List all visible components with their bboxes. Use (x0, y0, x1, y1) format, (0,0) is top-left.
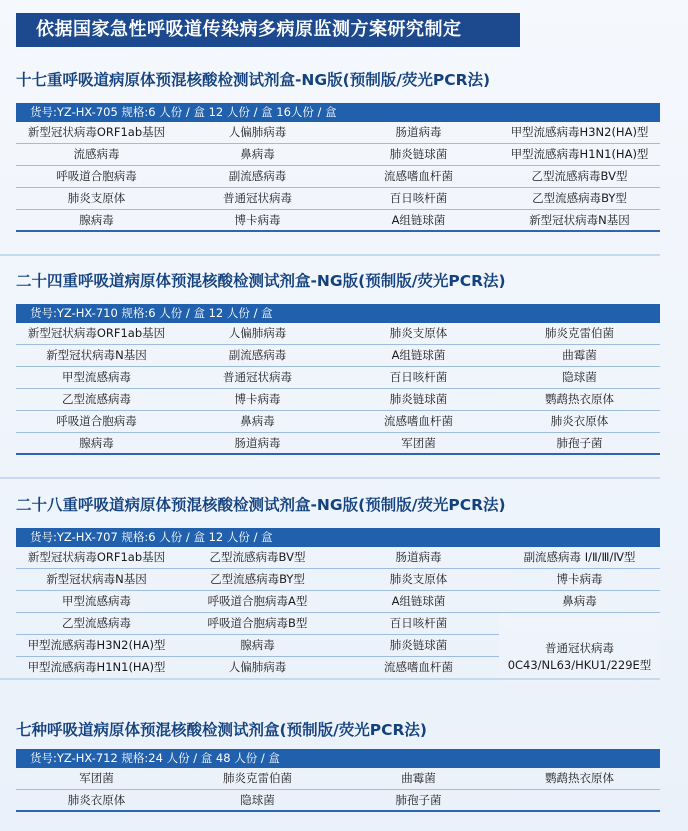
table-cell: 流感病毒 (73, 147, 120, 161)
merged-line: 0C43/NL63/HKU1/229E型 (507, 658, 652, 672)
table-row (16, 547, 660, 569)
table-cell: 甲型流感病毒H3N2(HA)型 (510, 125, 649, 139)
section-divider (0, 254, 660, 256)
table-cell: 乙型流感病毒BY型 (532, 191, 627, 205)
table-cell: 肠道病毒 (395, 550, 442, 564)
table-row (16, 166, 660, 188)
section-title: 七种呼吸道病原体预混核酸检测试剂盒(预制版/荧光PCR法) (16, 721, 428, 739)
table-cell: 曲霉菌 (562, 348, 597, 362)
merged-cell-common-coronavirus (499, 613, 660, 701)
section-title: 二十八重呼吸道病原体预混核酸检测试剂盒-NG版(预制版/荧光PCR法) (16, 496, 506, 514)
table-cell: 隐球菌 (240, 793, 275, 807)
table-cell: 新型冠状病毒N基因 (46, 572, 147, 586)
table-cell: 博卡病毒 (234, 392, 281, 406)
pathogen-table (16, 547, 660, 679)
product-info-bar: 货号:YZ-HX-707 规格:6 人份 / 盒 12 人份 / 盒 (16, 528, 660, 547)
table-cell: 百日咳杆菌 (389, 370, 448, 384)
pathogen-table (16, 768, 660, 812)
table-cell: A组链球菌 (391, 594, 446, 608)
section-divider (0, 678, 660, 680)
table-row (16, 569, 660, 591)
table-row (16, 367, 660, 389)
pathogen-table (16, 122, 660, 232)
section-7-plex (16, 717, 660, 812)
section-28-plex (16, 492, 660, 679)
table-row (16, 433, 660, 455)
table-row (16, 790, 660, 812)
section-title: 二十四重呼吸道病原体预混核酸检测试剂盒-NG版(预制版/荧光PCR法) (16, 272, 506, 290)
table-row (16, 144, 660, 166)
table-cell: 流感嗜血杆菌 (384, 169, 453, 183)
table-cell: 呼吸道合胞病毒 (56, 414, 137, 428)
table-cell: 隐球菌 (562, 370, 597, 384)
table-row (16, 210, 660, 232)
table-cell: 军团菌 (401, 436, 436, 450)
section-17-plex (16, 67, 660, 232)
table-cell: 人偏肺病毒 (228, 326, 287, 340)
table-cell: 肺炎衣原体 (550, 414, 609, 428)
table-cell: 乙型流感病毒BV型 (531, 169, 628, 183)
table-row (16, 591, 660, 613)
table-cell: A组链球菌 (391, 213, 446, 227)
table-cell: 新型冠状病毒ORF1ab基因 (27, 550, 166, 564)
table-cell: 新型冠状病毒ORF1ab基因 (27, 125, 166, 139)
table-cell: 乙型流感病毒 (62, 616, 131, 630)
table-cell: 肺炎克雷伯菌 (545, 326, 614, 340)
table-cell: 肠道病毒 (234, 436, 281, 450)
table-cell: 普通冠状病毒 (223, 370, 292, 384)
table-cell: 肺炎链球菌 (389, 392, 448, 406)
product-info-bar: 货号:YZ-HX-710 规格:6 人份 / 盒 12 人份 / 盒 (16, 304, 660, 323)
table-cell: 副流感病毒 (228, 169, 287, 183)
table-cell: 呼吸道合胞病毒 (56, 169, 137, 183)
table-cell: 流感嗜血杆菌 (384, 660, 453, 674)
table-row (16, 345, 660, 367)
product-info-bar: 货号:YZ-HX-705 规格:6 人份 / 盒 12 人份 / 盒 16人份 / 盒 (16, 103, 660, 122)
section-24-plex (16, 268, 660, 455)
table-cell: 博卡病毒 (556, 572, 603, 586)
section-divider (0, 477, 660, 479)
table-cell: 肺炎支原体 (389, 326, 448, 340)
table-cell: 肺炎支原体 (389, 572, 448, 586)
table-cell: 乙型流感病毒BV型 (209, 550, 306, 564)
table-cell: 甲型流感病毒H1N1(HA)型 (27, 660, 166, 674)
table-cell: 肺炎支原体 (67, 191, 126, 205)
table-cell: 人偏肺病毒 (228, 660, 287, 674)
table-cell: 人偏肺病毒 (228, 125, 287, 139)
table-cell: 百日咳杆菌 (389, 191, 448, 205)
table-cell: A组链球菌 (391, 348, 446, 362)
table-cell: 甲型流感病毒H1N1(HA)型 (510, 147, 649, 161)
table-cell: 博卡病毒 (234, 213, 281, 227)
merged-line: 普通冠状病毒 (545, 641, 614, 655)
section-title: 十七重呼吸道病原体预混核酸检测试剂盒-NG版(预制版/荧光PCR法) (16, 71, 491, 89)
table-cell: 腺病毒 (240, 638, 275, 652)
table-cell: 曲霉菌 (401, 771, 436, 785)
table-row (16, 389, 660, 411)
table-cell: 肠道病毒 (395, 125, 442, 139)
table-row (16, 188, 660, 210)
pathogen-table (16, 323, 660, 455)
table-cell: 甲型流感病毒H3N2(HA)型 (27, 638, 166, 652)
table-cell: 腺病毒 (79, 436, 114, 450)
table-cell: 鹦鹉热衣原体 (545, 771, 614, 785)
table-cell: 百日咳杆菌 (389, 616, 448, 630)
table-cell: 乙型流感病毒BY型 (210, 572, 305, 586)
table-row (16, 768, 660, 790)
table-cell: 肺炎衣原体 (67, 793, 126, 807)
table-cell: 鼻病毒 (562, 594, 597, 608)
table-cell: 肺炎链球菌 (389, 638, 448, 652)
table-row (16, 411, 660, 433)
product-info-bar: 货号:YZ-HX-712 规格:24 人份 / 盒 48 人份 / 盒 (16, 749, 660, 768)
table-cell: 鹦鹉热衣原体 (545, 392, 614, 406)
table-cell: 副流感病毒 (228, 348, 287, 362)
table-cell: 呼吸道合胞病毒B型 (207, 616, 308, 630)
table-cell: 鼻病毒 (240, 414, 275, 428)
table-row (16, 323, 660, 345)
table-cell: 腺病毒 (79, 213, 114, 227)
table-cell: 乙型流感病毒 (62, 392, 131, 406)
table-cell: 新型冠状病毒N基因 (529, 213, 630, 227)
table-cell: 新型冠状病毒N基因 (46, 348, 147, 362)
table-cell: 甲型流感病毒 (62, 594, 131, 608)
page-banner: 依据国家急性呼吸道传染病多病原监测方案研究制定 (16, 13, 520, 47)
table-cell: 鼻病毒 (240, 147, 275, 161)
table-row (16, 122, 660, 144)
table-cell: 副流感病毒 Ⅰ/Ⅱ/Ⅲ/Ⅳ型 (523, 550, 636, 564)
table-cell: 肺孢子菌 (395, 793, 442, 807)
table-cell: 呼吸道合胞病毒A型 (207, 594, 308, 608)
table-cell: 新型冠状病毒ORF1ab基因 (27, 326, 166, 340)
table-cell: 普通冠状病毒 (223, 191, 292, 205)
table-cell: 甲型流感病毒 (62, 370, 131, 384)
table-cell: 肺孢子菌 (556, 436, 603, 450)
table-cell (499, 790, 660, 810)
table-cell: 流感嗜血杆菌 (384, 414, 453, 428)
table-cell: 肺炎链球菌 (389, 147, 448, 161)
table-cell: 军团菌 (79, 771, 114, 785)
table-cell: 肺炎克雷伯菌 (223, 771, 292, 785)
